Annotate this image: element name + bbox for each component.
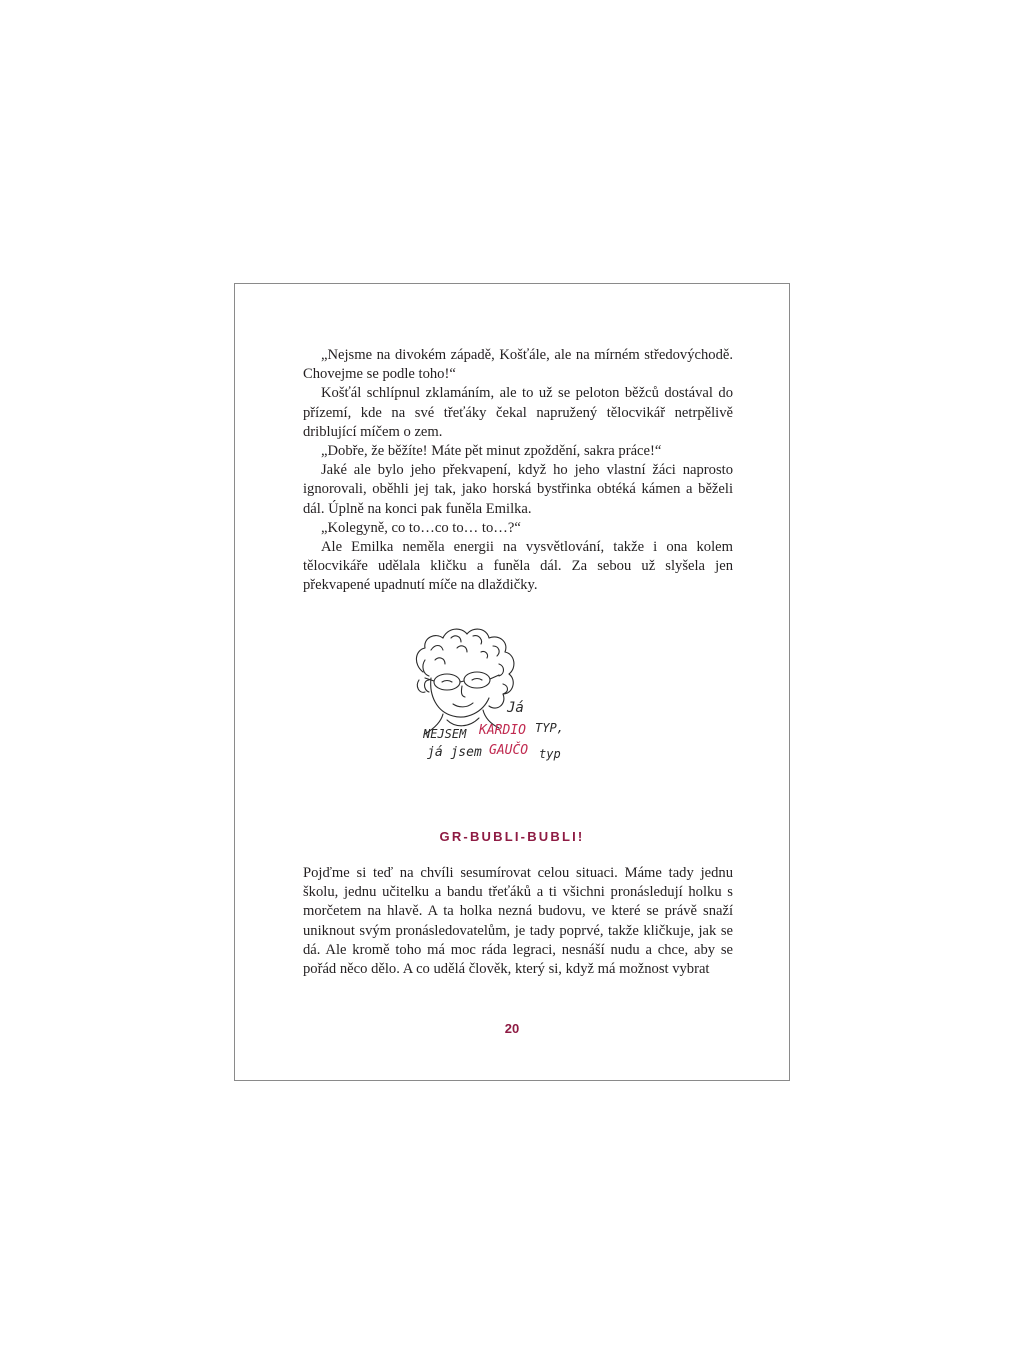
- teacher-portrait-illustration: [395, 620, 595, 770]
- caption-line-3-part-1: já jsem: [427, 745, 482, 760]
- paragraph: Košťál schlípnul zklamáním, ale to už se peloton běžců dostával do přízemí, kde na své třeťáky čekal napružený tělocvikář netrpělivě driblující míčem o zem.: [303, 385, 733, 440]
- page-number: 20: [504, 1021, 520, 1036]
- text-block-bottom: [303, 864, 733, 979]
- paragraph: Jaké ale bylo jeho překvapení, když ho jeho vlastní žáci naprosto ignorovali, oběhli jej tak, jako horská bystřinka obtéká kámen a běželi dál. Úplně na konci pak funěla Emilka.: [303, 462, 733, 517]
- caption-line-3-accent: GAUČO: [489, 743, 529, 758]
- caption-line-1: Já: [507, 700, 524, 716]
- paragraph: Pojďme si teď na chvíli sesumírovat celou situaci. Máme tady jednu školu, jednu učitelku a bandu třeťáků a ti všichni pronásledují holku s morčetem na hlavě. A ta holka nezná budovu, ve které se právě snaží uniknout svým pronásledovatelům, je tady poprvé, takže kličkuje, jak se dá. Ale kromě toho má moc ráda legraci, nesnáší nudu a chce, aby se pořád něco dělo. A co udělá člověk, který si, když má možnost vybrat: [303, 865, 733, 978]
- section-heading: GR-BUBLI-BUBLI!: [439, 829, 585, 844]
- paragraph: „Dobře, že běžíte! Máte pět minut zpoždění, sakra práce!“: [321, 443, 662, 460]
- paragraph: Ale Emilka neměla energii na vysvětlování, takže i ona kolem tělocvikáře udělala kličku a funěla dál. Za sebou už slyšela jen překvapené upadnutí míče na dlaždičky.: [303, 539, 733, 594]
- caption-line-2-part-1: NEJSEM: [423, 727, 467, 741]
- book-page: [234, 283, 790, 1081]
- text-block-top: [303, 346, 733, 596]
- paragraph: „Nejsme na divokém západě, Košťále, ale na mírném středovýchodě. Chovejme se podle toho!“: [303, 347, 733, 383]
- caption-line-2-part-3: TYP,: [535, 721, 564, 735]
- teacher-portrait-drawing-icon: [395, 620, 595, 770]
- caption-line-3-part-3: typ: [539, 747, 561, 761]
- paragraph: „Kolegyně, co to…co to… to…?“: [321, 519, 521, 536]
- caption-line-2-accent: KARDIO: [479, 723, 526, 738]
